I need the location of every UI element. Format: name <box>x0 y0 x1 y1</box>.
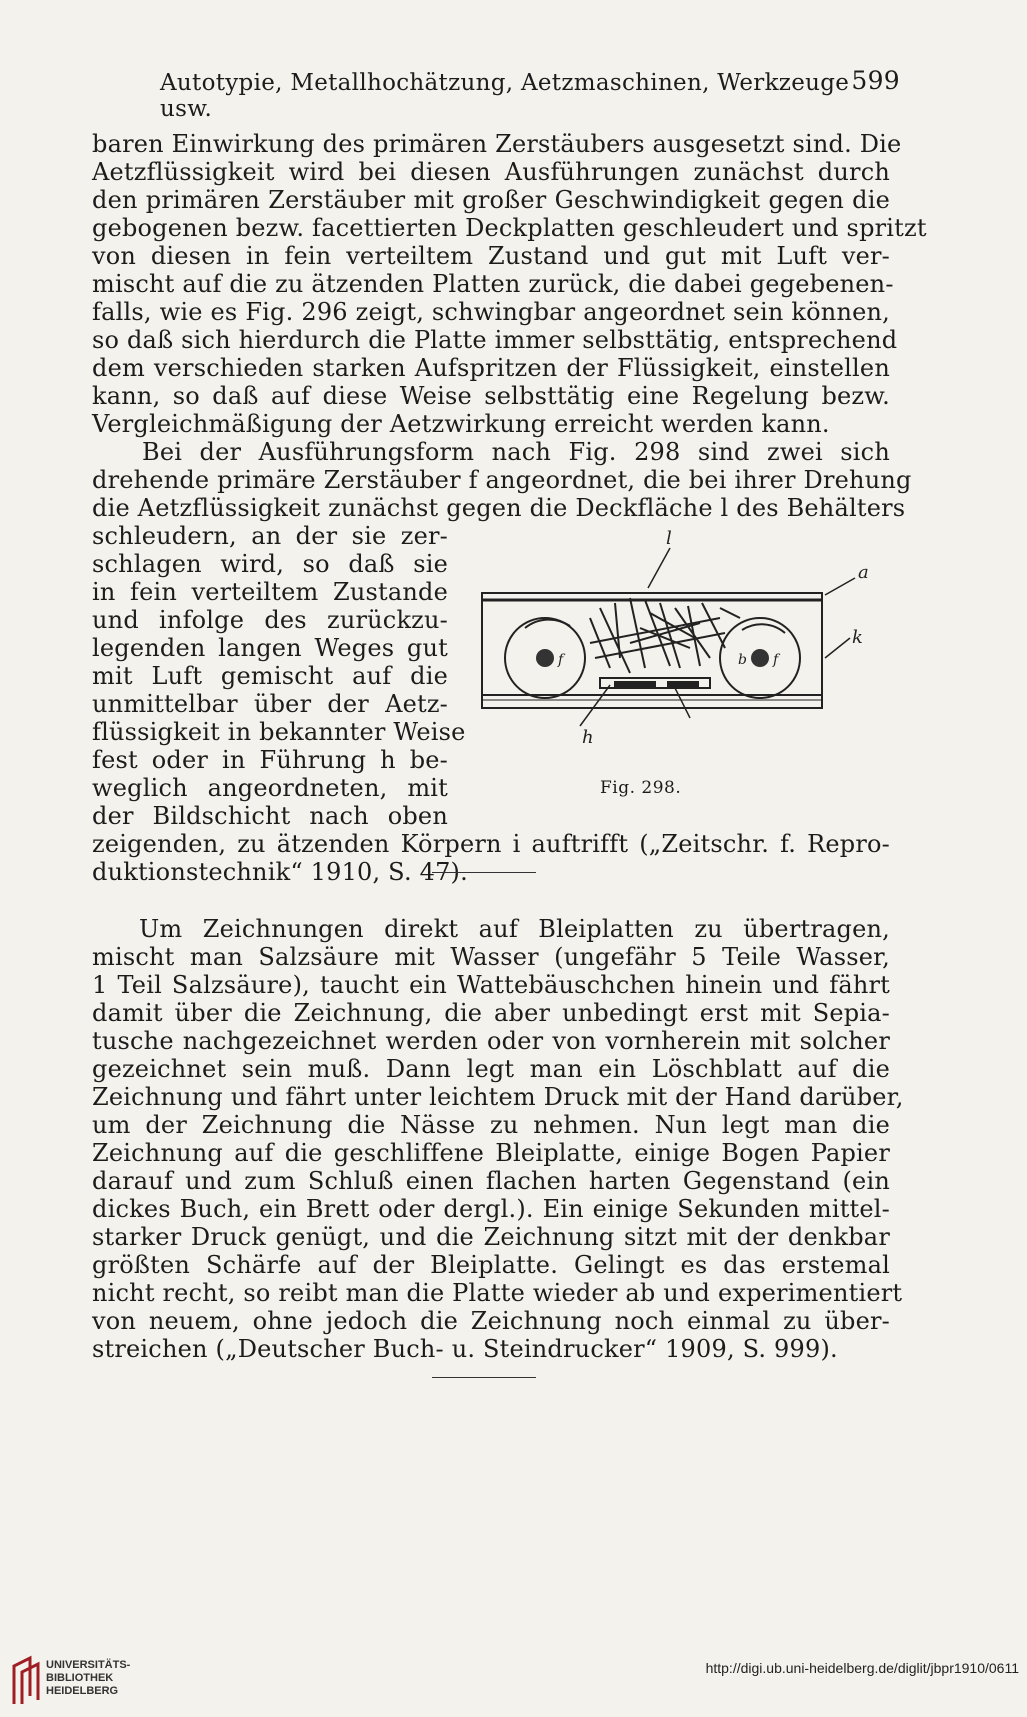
text-line: starker Druck genügt, und die Zeichnung sitzt mit der denkbar <box>92 1223 890 1251</box>
text-line: die Aetzflüssigkeit zunächst gegen die Deckfläche l des Behälters <box>92 494 906 522</box>
running-header <box>160 66 900 122</box>
text-line: von diesen in fein verteiltem Zustand und gut mit Luft ver- <box>92 242 890 270</box>
text-line: mischt auf die zu ätzenden Platten zurück, die dabei gegebenen- <box>92 270 894 298</box>
figure-label-l: l <box>666 528 672 549</box>
text-line: legenden langen Weges gut <box>92 634 448 662</box>
text-line: gebogenen bezw. facettierten Deckplatten geschleudert und spritzt <box>92 214 927 242</box>
text-line: den primären Zerstäuber mit großer Geschwindigkeit gegen die <box>92 186 890 214</box>
text-line: Um Zeichnungen direkt auf Bleiplatten zu übertragen, <box>139 915 890 943</box>
library-logo-icon <box>10 1652 50 1710</box>
text-line: schlagen wird, so daß sie <box>92 550 448 578</box>
text-line: dem verschieden starken Aufspritzen der Flüssigkeit, einstellen <box>92 354 890 382</box>
library-name: UNIVERSITÄTS- BIBLIOTHEK HEIDELBERG <box>46 1659 131 1697</box>
end-separator <box>432 1377 536 1378</box>
text-line: weglich angeordneten, mit <box>92 774 448 802</box>
text-line: nicht recht, so reibt man die Platte wieder ab und experimentiert <box>92 1279 903 1307</box>
text-line: um der Zeichnung die Nässe zu nehmen. Nun legt man die <box>92 1111 890 1139</box>
text-line: falls, wie es Fig. 296 zeigt, schwingbar angeordnet sein können, <box>92 298 890 326</box>
section-separator <box>432 872 536 873</box>
figure-label-k: k <box>852 627 863 648</box>
text-line: 1 Teil Salzsäure), taucht ein Wattebäuschchen hinein und fährt <box>92 971 890 999</box>
text-line: baren Einwirkung des primären Zerstäubers ausgesetzt sind. Die <box>92 130 902 158</box>
text-line: drehende primäre Zerstäuber f angeordnet, die bei ihrer Drehung <box>92 466 912 494</box>
text-line: zeigenden, zu ätzenden Körpern i auftrifft („Zeitschr. f. Repro- <box>92 830 890 858</box>
text-line: dickes Buch, ein Brett oder dergl.). Ein einige Sekunden mittel- <box>92 1195 890 1223</box>
figure-label-h: h <box>582 727 594 748</box>
text-line: unmittelbar über der Aetz- <box>92 690 448 718</box>
text-line: in fein verteiltem Zustande <box>92 578 448 606</box>
figure-label-b: b <box>738 652 747 668</box>
text-line: von neuem, ohne jedoch die Zeichnung noch einmal zu über- <box>92 1307 890 1335</box>
text-line: fest oder in Führung h be- <box>92 746 448 774</box>
figure-caption: Fig. 298. <box>600 778 682 798</box>
figure-label-a: a <box>858 562 869 583</box>
text-line: Bei der Ausführungsform nach Fig. 298 sind zwei sich <box>142 438 890 466</box>
text-line: und infolge des zurückzu- <box>92 606 448 634</box>
text-line: mischt man Salzsäure mit Wasser (ungefähr 5 Teile Wasser, <box>92 943 890 971</box>
figure-label-f-right: f <box>773 652 779 668</box>
running-title: Autotypie, Metallhochätzung, Aetzmaschinen, Werkzeuge usw. <box>160 70 850 122</box>
text-line: Zeichnung auf die geschliffene Bleiplatte, einige Bogen Papier <box>92 1139 890 1167</box>
text-line: darauf und zum Schluß einen flachen harten Gegenstand (ein <box>92 1167 890 1195</box>
text-line: Vergleichmäßigung der Aetzwirkung erreicht werden kann. <box>92 410 830 438</box>
text-line: der Bildschicht nach oben <box>92 802 448 830</box>
text-line: mit Luft gemischt auf die <box>92 662 448 690</box>
figure-label-f-left: f <box>558 652 564 668</box>
text-line: gezeichnet sein muß. Dann legt man ein Löschblatt auf die <box>92 1055 890 1083</box>
source-url[interactable]: http://digi.ub.uni-heidelberg.de/diglit/jbpr1910/0611 <box>705 1660 1019 1676</box>
text-line: so daß sich hierdurch die Platte immer selbsttätig, entsprechend <box>92 326 898 354</box>
page-number: 599 <box>851 66 900 95</box>
text-line: größten Schärfe auf der Bleiplatte. Gelingt es das erstemal <box>92 1251 890 1279</box>
text-line: duktionstechnik“ 1910, S. 47). <box>92 858 468 886</box>
text-line: flüssigkeit in bekannter Weise <box>92 718 466 746</box>
text-line: streichen („Deutscher Buch- u. Steindrucker“ 1909, S. 999). <box>92 1335 838 1363</box>
text-line: Aetzflüssigkeit wird bei diesen Ausführungen zunächst durch <box>92 158 890 186</box>
text-line: tusche nachgezeichnet werden oder von vornherein mit solcher <box>92 1027 890 1055</box>
text-line: schleudern, an der sie zer- <box>92 522 448 550</box>
text-line: Zeichnung und fährt unter leichtem Druck mit der Hand darüber, <box>92 1083 904 1111</box>
text-line: kann, so daß auf diese Weise selbsttätig eine Regelung bezw. <box>92 382 890 410</box>
text-line: damit über die Zeichnung, die aber unbedingt erst mit Sepia- <box>92 999 890 1027</box>
figure-298-diagram <box>470 528 890 748</box>
